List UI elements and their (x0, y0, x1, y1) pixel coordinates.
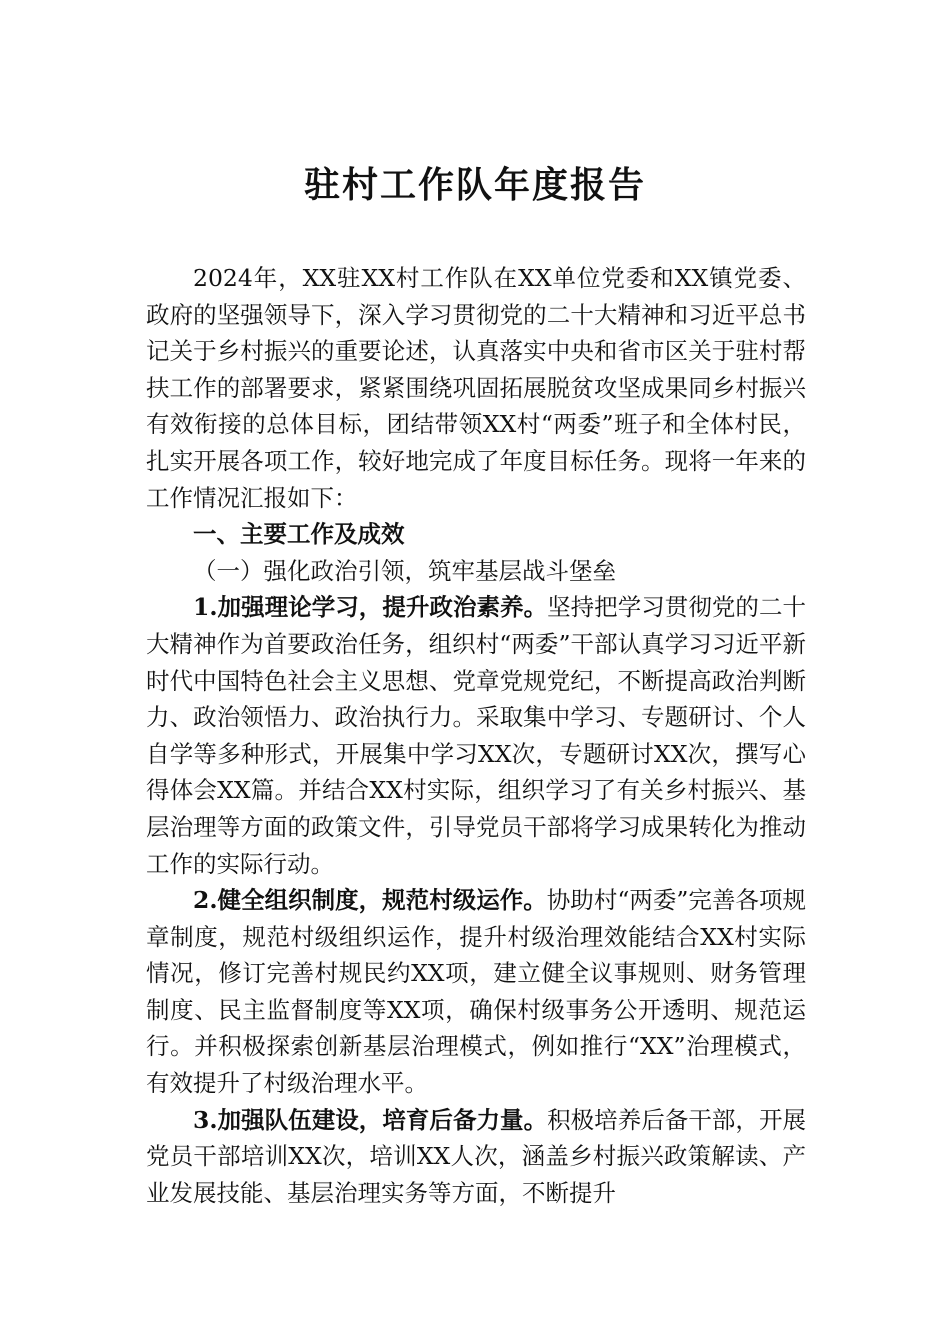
document-body (146, 260, 806, 1211)
document-title: 驻村工作队年度报告 (303, 164, 646, 206)
paragraph-lead: 2.健全组织制度，规范村级运作。 (193, 886, 547, 915)
paragraph-text: 积极培养后备干部，开展党员干部培训XX次，培训XX人次，涵盖乡村振兴政策解读、产业发展技能、基层治理实务等方面，不断提升 (146, 1105, 806, 1207)
paragraph-text: 协助村“两委”完善各项规章制度，规范村级组织运作，提升村级治理效能结合XX村实际情况，修订完善村规民约XX项，建立健全议事规则、财务管理制度、民主监督制度等XX项，确保村级事务公开透明、规范运行。并积极探索创新基层治理模式，例如推行“XX”治理模式，有效提升了村级治理水平。 (146, 886, 806, 1098)
intro-paragraph: 2024年，XX驻XX村工作队在XX单位党委和XX镇党委、政府的坚强领导下，深入学习贯彻党的二十大精神和习近平总书记关于乡村振兴的重要论述，认真落实中央和省市区关于驻村帮扶工作的部署要求，紧紧围绕巩固拓展脱贫攻坚成果同乡村振兴有效衔接的总体目标，团结带领XX村“两委”班子和全体村民，扎实开展各项工作，较好地完成了年度目标任务。现将一年来的工作情况汇报如下： (146, 264, 806, 512)
paragraph-lead: 3.加强队伍建设，培育后备力量。 (193, 1105, 548, 1134)
section-heading: 一、主要工作及成效 (193, 520, 405, 549)
body-paragraph (146, 589, 806, 882)
body-paragraph (146, 1102, 806, 1212)
paragraph-text: 坚持把学习贯彻党的二十大精神作为首要政治任务，组织村“两委”干部认真学习习近平新时代中国特色社会主义思想、党章党规党纪，不断提高政治判断力、政治领悟力、政治执行力。采取集中学习、专题研讨、个人自学等多种形式，开展集中学习XX次，专题研讨XX次，撰写心得体会XX篇。并结合XX村实际，组织学习了有关乡村振兴、基层治理等方面的政策文件，引导党员干部将学习成果转化为推动工作的实际行动。 (146, 593, 806, 878)
body-paragraph (146, 882, 806, 1102)
subsection-heading: （一）强化政治引领，筑牢基层战斗堡垒 (193, 556, 616, 585)
paragraph-lead: 1.加强理论学习，提升政治素养。 (193, 593, 548, 622)
